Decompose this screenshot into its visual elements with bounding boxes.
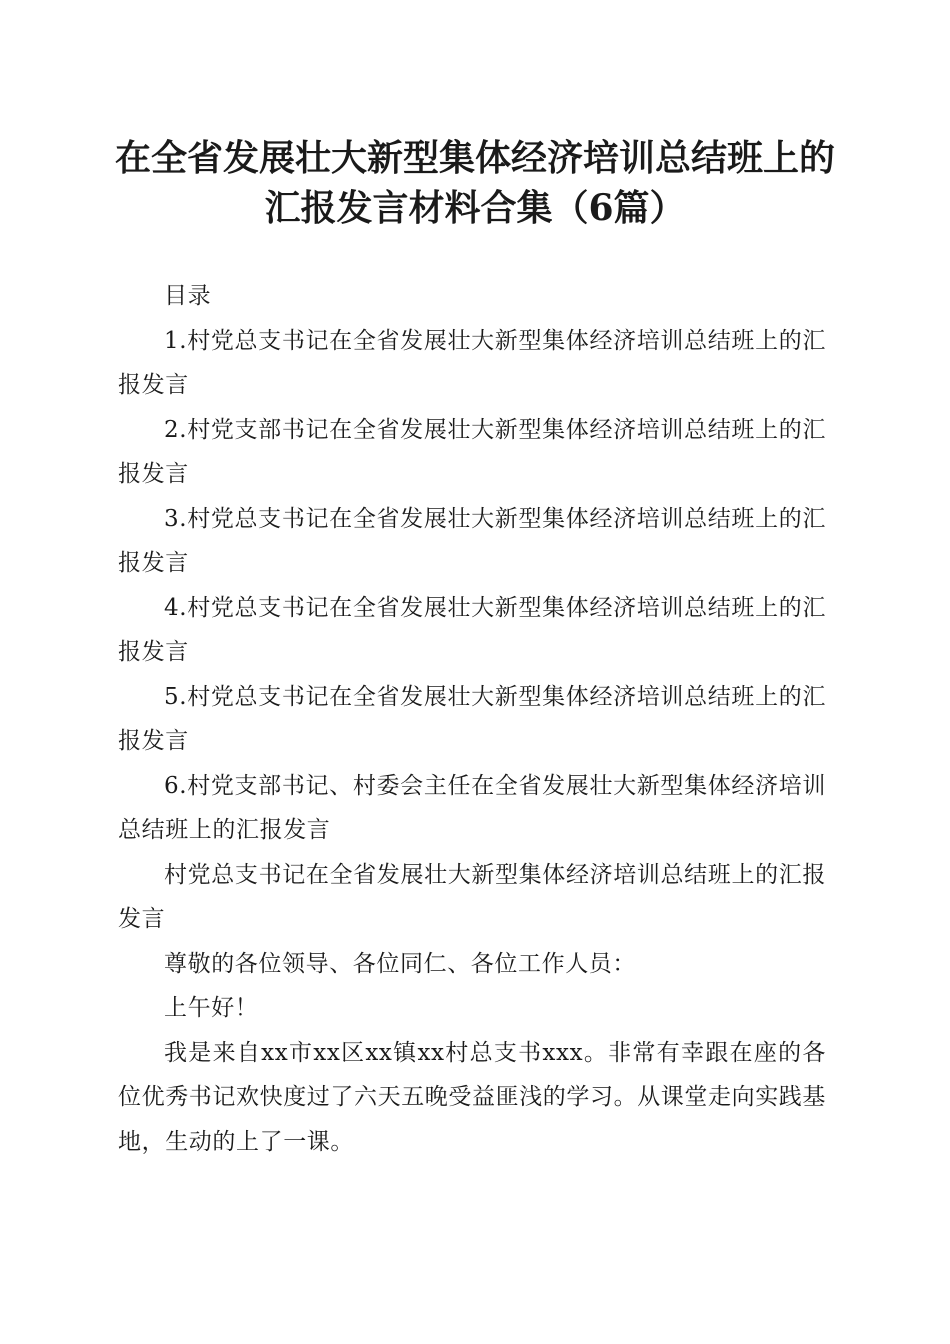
document-title-line-1: 在全省发展壮大新型集体经济培训总结班上的 <box>114 137 835 179</box>
section-title: 村党总支书记在全省发展壮大新型集体经济培训总结班上的汇报发言 <box>118 861 826 932</box>
toc-item: 1.村党总支书记在全省发展壮大新型集体经济培训总结班上的汇报发言 <box>118 327 826 398</box>
toc-item: 3.村党总支书记在全省发展壮大新型集体经济培训总结班上的汇报发言 <box>118 505 826 576</box>
greeting: 上午好！ <box>164 995 259 1021</box>
toc-item: 5.村党总支书记在全省发展壮大新型集体经济培训总结班上的汇报发言 <box>118 683 826 754</box>
body-paragraph: 我是来自xx市xx区xx镇xx村总支书xxx。非常有幸跟在座的各位优秀书记欢快度过了六天五晚受益匪浅的学习。从课堂走向实践基地，生动的上了一课。 <box>118 1039 826 1155</box>
salutation: 尊敬的各位领导、各位同仁、各位工作人员： <box>164 950 636 977</box>
document-body <box>118 274 826 1164</box>
toc-item: 6.村党支部书记、村委会主任在全省发展壮大新型集体经济培训总结班上的汇报发言 <box>118 772 826 843</box>
toc-item: 4.村党总支书记在全省发展壮大新型集体经济培训总结班上的汇报发言 <box>118 594 826 665</box>
toc-item: 2.村党支部书记在全省发展壮大新型集体经济培训总结班上的汇报发言 <box>118 416 826 487</box>
document-title-line-2: 汇报发言材料合集（6篇） <box>264 187 686 229</box>
toc-heading: 目录 <box>164 283 212 309</box>
